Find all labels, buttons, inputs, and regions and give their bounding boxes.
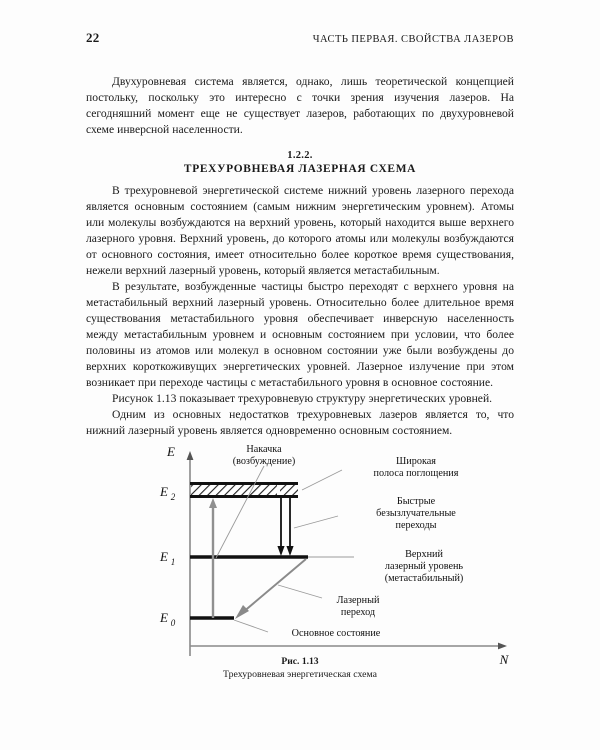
level-label-E1-symbol: E bbox=[160, 549, 168, 564]
paragraph-2: В трехуровневой энергетической системе нижний уровень лазерного перехода является основным состоянием (самым нижним энергетическим уровнем). Атомы или молекулы возбуждаются на верхний уровень, который находится выше верхнего лазерного уровня. Верхний уровень, до которого атомы или молекулы возбуждаются от основного состояния, имеет относительно более короткое время существования, нежели верхний лазерный уровень, который является метастабильным. bbox=[86, 184, 514, 277]
callout-pump-line-1: Накачка bbox=[246, 444, 282, 455]
callout-band-line-1: Широкая bbox=[396, 456, 436, 467]
x-axis-label: N bbox=[499, 652, 509, 667]
figure-caption-number: Рис. 1.13 bbox=[281, 656, 319, 667]
callout-band-line-2: полоса поглощения bbox=[373, 468, 459, 479]
leader-laser-transition bbox=[278, 585, 322, 598]
paragraph-1: Двухуровневая система является, однако, лишь теоретической концепцией постольку, поскольку это интересно с точки зрения изучения лазеров. На сегодняшний момент еще не существует лазеров, работающих по двухуровневой схеме инверсной населенности. bbox=[86, 75, 514, 136]
callout-upper-line-2: лазерный уровень bbox=[384, 561, 464, 572]
callout-absorption-band bbox=[374, 456, 459, 479]
figure-caption-text: Трехуровневая энергетическая схема bbox=[223, 669, 377, 680]
laser-transition-head bbox=[235, 605, 249, 619]
body-text bbox=[86, 74, 514, 439]
level-label-E2-symbol: E bbox=[160, 484, 168, 499]
nonradiative-transition-arrows bbox=[277, 496, 293, 556]
level-label-E1-subscript: 1 bbox=[170, 557, 176, 567]
callout-upper-level bbox=[385, 549, 464, 584]
section-title: ТРЕХУРОВНЕВАЯ ЛАЗЕРНАЯ СХЕМА bbox=[183, 163, 417, 175]
level-label-E0-symbol: E bbox=[160, 610, 168, 625]
level-label-E2-subscript: 2 bbox=[170, 492, 176, 502]
absorption-band-hatch-right bbox=[280, 485, 298, 495]
leader-ground-state bbox=[234, 620, 268, 632]
callout-lasertr-line-2: переход bbox=[340, 607, 376, 618]
x-axis-arrowhead bbox=[498, 643, 507, 650]
leader-absorption-band bbox=[302, 470, 342, 490]
leader-pump bbox=[216, 466, 264, 558]
leader-nonradiative bbox=[294, 516, 338, 528]
paragraph-3: В результате, возбужденные частицы быстро переходят с верхнего уровня на метастабильный верхний лазерный уровень. Относительно более длительное время существования метастабильного уровня обеспечивает инверсную населенность между метастабильным уровнем и основным состоянием при условии, что более половины из атомов или молекул в основном состоянии уже были возбуждены до верхних короткоживущих энергетических уровней. Лазерное излучение при этом возникает при переходе частицы с метастабильного уровня в основное состояние. bbox=[86, 280, 514, 389]
y-axis-label: E bbox=[167, 444, 175, 459]
callout-pump bbox=[233, 444, 296, 467]
callout-upper-line-1: Верхний bbox=[405, 549, 443, 560]
nonradiative-arrow-head-1 bbox=[277, 546, 284, 556]
callout-lasertr-line-1: Лазерный bbox=[336, 595, 380, 606]
absorption-band-hatch-left bbox=[191, 485, 277, 495]
laser-transition-arrow bbox=[235, 559, 306, 619]
level-E2-band bbox=[190, 484, 298, 497]
axes bbox=[187, 451, 507, 656]
callout-nonrad-line-1: Быстрые bbox=[396, 496, 436, 507]
running-title: ЧАСТЬ ПЕРВАЯ. СВОЙСТВА ЛАЗЕРОВ bbox=[312, 34, 514, 45]
callout-nonrad-line-2: безызлучательные bbox=[376, 508, 456, 519]
section-heading bbox=[86, 150, 514, 176]
callout-upper-line-3: (метастабильный) bbox=[384, 573, 464, 584]
laser-transition-shaft bbox=[242, 559, 306, 613]
nonradiative-arrow-head-2 bbox=[286, 546, 293, 556]
page-number: 22 bbox=[86, 30, 100, 45]
running-head bbox=[86, 30, 514, 46]
callout-nonrad-line-3: переходы bbox=[395, 520, 437, 531]
callout-ground-state bbox=[292, 628, 381, 639]
level-label-E0-subscript: 0 bbox=[170, 618, 176, 628]
paragraph-4: Рисунок 1.13 показывает трехуровневую структуру энергетических уровней. bbox=[112, 392, 493, 405]
y-axis-arrowhead bbox=[187, 451, 194, 460]
callout-nonradiative bbox=[376, 496, 456, 531]
callout-laser-transition bbox=[337, 595, 380, 618]
pump-arrow-head bbox=[209, 498, 217, 508]
callout-ground-line-1: Основное состояние bbox=[291, 628, 381, 639]
section-number: 1.2.2. bbox=[287, 150, 313, 161]
figure-1-13 bbox=[86, 438, 514, 698]
figure-caption bbox=[86, 656, 514, 681]
paragraph-5: Одним из основных недостатков трехуровневых лазеров является то, что нижний лазерный уровень является одновременно основным состоянием. bbox=[86, 408, 514, 437]
callout-pump-line-2: (возбуждение) bbox=[232, 456, 296, 467]
